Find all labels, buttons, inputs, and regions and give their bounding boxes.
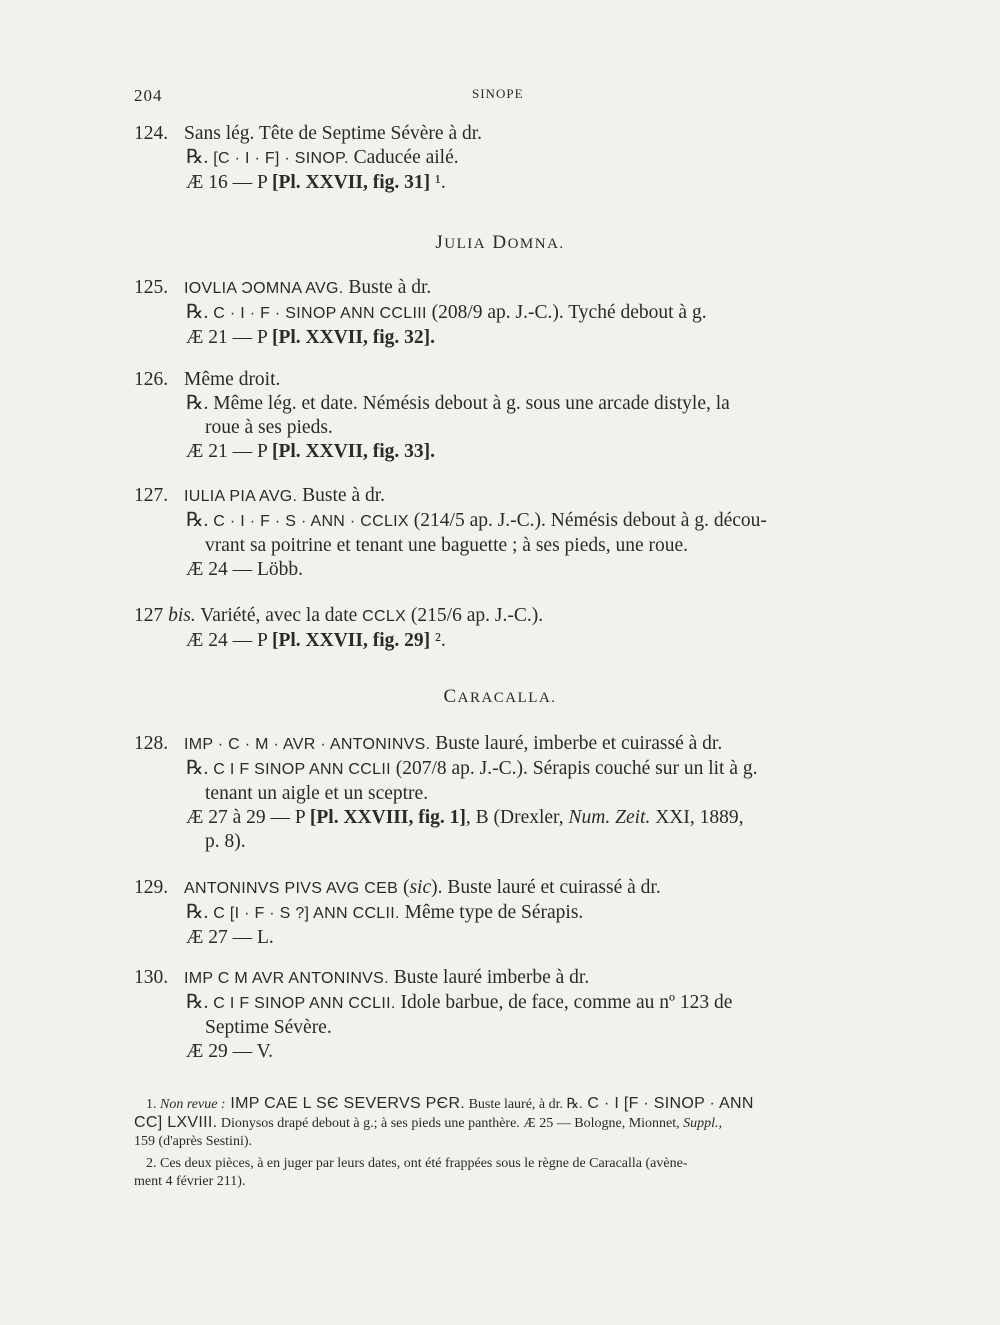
entry-number: 129.: [134, 877, 169, 898]
metal-size: Æ 27 à 29 — P: [186, 807, 310, 828]
obverse-description: Buste à dr.: [343, 277, 432, 298]
reverse-legend: C I F SINOP ANN CCLII: [213, 761, 391, 778]
metal-size: Æ 21 — P: [186, 441, 272, 462]
obverse-legend: IMP · C · M · AVR · ANTONINVS.: [184, 736, 431, 753]
metal-size: Æ 24 — Löbb.: [186, 559, 303, 580]
entry-number: 124.: [134, 123, 169, 144]
plate-reference: [Pl. XXVII, fig. 32].: [271, 327, 435, 348]
reverse-symbol: ℞.: [186, 302, 209, 323]
metal-size: Æ 29 — V.: [186, 1041, 274, 1062]
reverse-legend: C · I · F · S · ANN · CCLIX: [213, 513, 409, 530]
reverse-description: Même type de Sérapis.: [399, 902, 584, 923]
metal-size: Æ 24 — P: [186, 630, 272, 651]
reverse-description-cont: roue à ses pieds.: [205, 417, 333, 438]
reverse-legend: [C · I · F] · SINOP.: [213, 150, 349, 167]
entry-number: 126.: [134, 369, 169, 390]
obverse-description: Buste lauré, imberbe et cuirassé à dr.: [430, 733, 723, 754]
coin-entry-126: [134, 368, 886, 464]
journal-reference: Num. Zeit.: [568, 807, 651, 828]
reverse-description-cont: tenant un aigle et un sceptre.: [205, 783, 429, 804]
reverse-symbol: ℞.: [186, 510, 209, 531]
bis-marker: bis.: [168, 605, 196, 626]
reverse-description: Caducée ailé.: [348, 147, 459, 168]
reverse-legend: C [I · F · S ?] ANN CCLII.: [213, 905, 400, 922]
obverse-description: Buste à dr.: [297, 485, 386, 506]
reverse-description: Idole barbue, de face, comme au nº 123 de: [395, 992, 733, 1013]
coin-entry-127: [134, 484, 886, 582]
coin-entry-124: [134, 122, 886, 195]
entry-number: 125.: [134, 277, 169, 298]
footnote-1: 1. Non revue : IMP CAE L SЄ SEVERVS PЄR. Buste lauré, à dr. ℞. C · I [F · SINOP · ANN: [146, 1095, 754, 1112]
reverse-symbol: ℞.: [186, 393, 209, 414]
coin-entry-129: 129. ANTONINVS PIVS AVG CEB (sic). Buste lauré et cuirassé à dr. ℞. C [I · F · S ?] ANN CCLII. Même type de Sérapis. Æ 27 — L.: [134, 877, 661, 948]
plate-reference: [Pl. XXVIII, fig. 1]: [309, 807, 466, 828]
obverse-legend: IMP C M AVR ANTONINVS.: [184, 970, 389, 987]
reverse-symbol: ℞.: [186, 992, 209, 1013]
footnote-marker: ².: [430, 630, 446, 651]
coin-entry-128: 128. IMP · C · M · AVR · ANTONINVS. Buste lauré, imberbe et cuirassé à dr. ℞. C I F SINOP ANN CCLII (207/8 ap. J.-C.). Sérapis couché sur un lit à g. tenant un aigle et un sceptre. Æ 27 à 29 — P [Pl. XXVIII, fig. 1], B (Drexler, Num. Zeit. XXI, 1889, p. 8).: [134, 733, 758, 852]
section-heading-caracalla: CARACALLA.: [443, 686, 557, 707]
entry-number: 127.: [134, 485, 169, 506]
reverse-symbol: ℞.: [186, 147, 209, 168]
metal-size: Æ 27 — L.: [186, 927, 274, 948]
page-number: 204: [134, 86, 163, 105]
footnotes: 1. Non revue : IMP CAE L SЄ SEVERVS PЄR. Buste lauré, à dr. ℞. C · I [F · SINOP · ANN CC] LXVIII. Dionysos drapé debout à g.; à ses pieds une panthère. Æ 25 — Bologne, Mionnet, Suppl., 159 (d'après Sestini). 2. Ces deux pièces, à en juger par leurs dates, ont été frappées sous le règne de Caracalla (avène- ment 4 février 211).: [134, 1095, 886, 1191]
obverse-legend: ANTONINVS PIVS AVG CEB: [184, 880, 399, 897]
date-legend: CCLX: [362, 608, 407, 625]
entry-number: 127: [134, 605, 169, 626]
footnote-2: 2. Ces deux pièces, à en juger par leurs dates, ont été frappées sous le règne de Caracalla (avène-: [146, 1156, 688, 1171]
metal-size: Æ 21 — P: [186, 327, 272, 348]
reverse-symbol: ℞.: [186, 902, 209, 923]
reverse-legend: C · I · F · SINOP ANN CCLIII: [213, 305, 427, 322]
obverse-description: Buste lauré imberbe à dr.: [388, 967, 590, 988]
coin-entry-130: [134, 966, 886, 1064]
coin-entry-127-bis: [134, 604, 886, 653]
reverse-description: (207/8 ap. J.-C.). Sérapis couché sur un lit à g.: [390, 758, 758, 779]
reverse-description-cont: vrant sa poitrine et tenant une baguette ; à ses pieds, une roue.: [205, 535, 689, 556]
obverse-legend: IOVLIA ƆOMNA AVG.: [184, 280, 344, 297]
plate-reference: [Pl. XXVII, fig. 29]: [271, 630, 431, 651]
reverse-description: Même lég. et date. Némésis debout à g. sous une arcade distyle, la: [208, 393, 730, 414]
obverse-description: Sans lég. Tête de Septime Sévère à dr.: [184, 123, 483, 144]
metal-size: Æ 16 — P: [186, 172, 272, 193]
entry-number: 130.: [134, 967, 169, 988]
obverse-description: ). Buste lauré et cuirassé à dr.: [431, 877, 661, 898]
plate-reference: [Pl. XXVII, fig. 33].: [271, 441, 435, 462]
plate-reference: [Pl. XXVII, fig. 31]: [271, 172, 431, 193]
reverse-description-cont: Septime Sévère.: [205, 1017, 332, 1038]
footnote-marker: ¹.: [430, 172, 446, 193]
reverse-legend: C I F SINOP ANN CCLII.: [213, 995, 396, 1012]
variant-date: (215/6 ap. J.-C.).: [406, 605, 544, 626]
reverse-description: (208/9 ap. J.-C.). Tyché debout à g.: [426, 302, 707, 323]
coin-entry-125: [134, 276, 886, 350]
section-heading-julia-domna: JULIA DOMNA.: [435, 232, 565, 253]
entry-number: 128.: [134, 733, 169, 754]
obverse-legend: IULIA PIA AVG.: [184, 488, 298, 505]
reverse-description: (214/5 ap. J.-C.). Némésis debout à g. décou-: [408, 510, 767, 531]
sic-note: sic: [409, 877, 432, 898]
running-title: SINOPE: [472, 86, 524, 101]
reverse-symbol: ℞.: [186, 758, 209, 779]
variant-description: Variété, avec la date: [195, 605, 363, 626]
obverse-description: Même droit.: [184, 369, 281, 390]
